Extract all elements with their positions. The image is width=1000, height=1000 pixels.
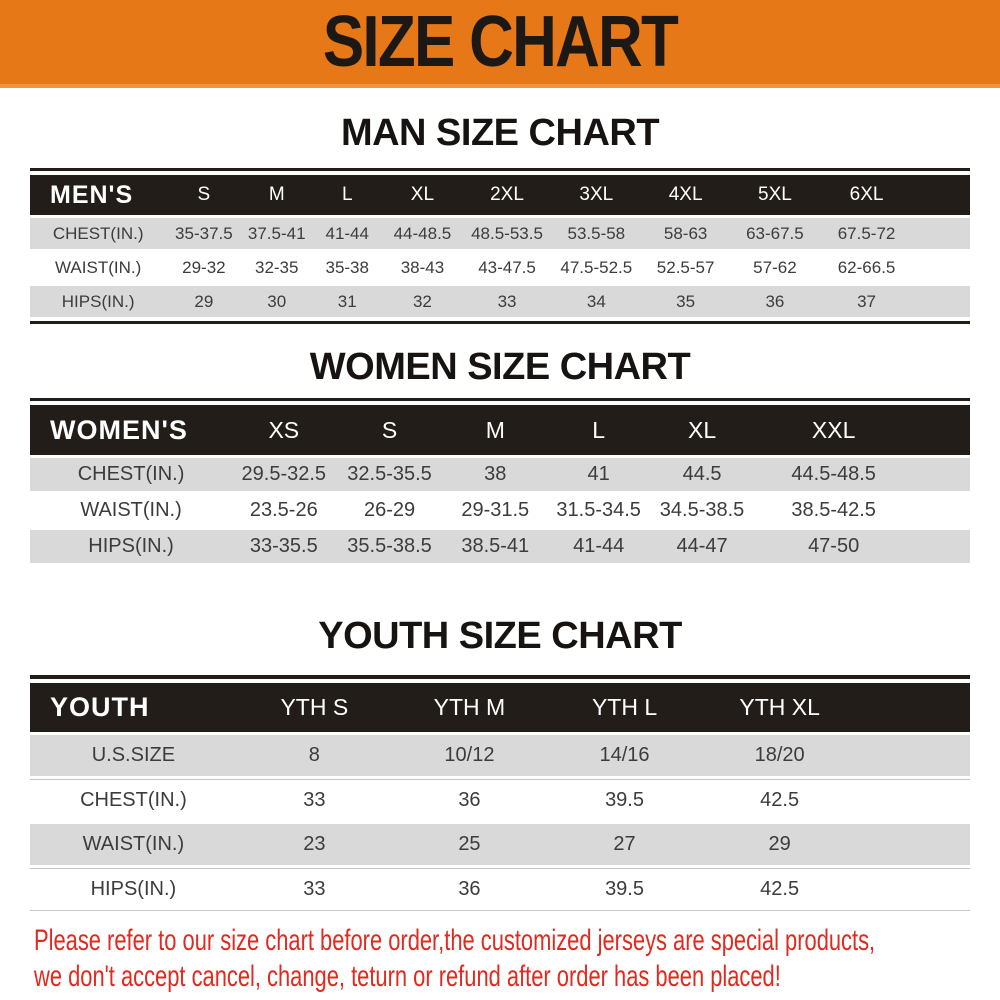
cell: 23.5-26	[232, 491, 335, 527]
table-row-chest	[30, 455, 970, 491]
cell: 31	[312, 283, 383, 317]
women-size-table-wrap	[30, 398, 970, 563]
column-header: 2XL	[462, 175, 551, 215]
page-title: SIZE CHART	[322, 2, 678, 82]
row-label: WAIST(IN.)	[30, 821, 237, 868]
cell: 34.5-38.5	[650, 491, 753, 527]
spacer-cell	[914, 283, 970, 317]
footer-note	[34, 923, 1000, 995]
table-row-chest	[30, 215, 970, 249]
cell: 18/20	[702, 732, 857, 779]
column-header: 4XL	[641, 175, 730, 215]
men-size-table	[30, 175, 970, 317]
cell: 36	[392, 779, 547, 821]
cell: 31.5-34.5	[547, 491, 650, 527]
footer-note-line2: we don't accept cancel, change, teturn or refund after order has been placed!	[34, 960, 781, 993]
column-header: YTH S	[237, 683, 392, 732]
column-header: YTH M	[392, 683, 547, 732]
women-header-label: WOMEN'S	[30, 405, 232, 455]
cell: 36	[392, 868, 547, 910]
cell: 38.5-42.5	[754, 491, 914, 527]
cell: 52.5-57	[641, 249, 730, 283]
column-header: L	[312, 175, 383, 215]
row-label: U.S.SIZE	[30, 732, 237, 779]
column-header: XL	[650, 405, 753, 455]
cell: 38.5-41	[444, 527, 547, 563]
spacer-cell	[914, 405, 970, 455]
spacer-cell	[857, 732, 970, 779]
cell: 41-44	[312, 215, 383, 249]
cell: 14/16	[547, 732, 702, 779]
cell: 47.5-52.5	[552, 249, 641, 283]
cell: 35-37.5	[166, 215, 241, 249]
table-row-hips	[30, 527, 970, 563]
cell: 47-50	[754, 527, 914, 563]
table-row-chest	[30, 779, 970, 821]
cell: 37	[820, 283, 914, 317]
cell: 10/12	[392, 732, 547, 779]
cell: 33	[237, 868, 392, 910]
column-header: S	[166, 175, 241, 215]
cell: 42.5	[702, 779, 857, 821]
column-header: 3XL	[552, 175, 641, 215]
cell: 39.5	[547, 779, 702, 821]
cell: 33	[237, 779, 392, 821]
cell: 58-63	[641, 215, 730, 249]
women-header-row	[30, 405, 970, 455]
footer-note-line1: Please refer to our size chart before order,the customized jerseys are special products,	[34, 924, 876, 957]
cell: 35	[641, 283, 730, 317]
cell: 34	[552, 283, 641, 317]
cell: 44.5-48.5	[754, 455, 914, 491]
row-label: HIPS(IN.)	[30, 868, 237, 910]
cell: 35-38	[312, 249, 383, 283]
spacer-cell	[914, 455, 970, 491]
column-header: YTH L	[547, 683, 702, 732]
column-header: YTH XL	[702, 683, 857, 732]
column-header: 5XL	[730, 175, 819, 215]
cell: 29.5-32.5	[232, 455, 335, 491]
cell: 63-67.5	[730, 215, 819, 249]
spacer-cell	[857, 868, 970, 910]
row-label: CHEST(IN.)	[30, 215, 166, 249]
cell: 8	[237, 732, 392, 779]
cell: 27	[547, 821, 702, 868]
men-header-row	[30, 175, 970, 215]
spacer-cell	[914, 491, 970, 527]
spacer-cell	[857, 821, 970, 868]
cell: 32	[382, 283, 462, 317]
cell: 38-43	[382, 249, 462, 283]
row-label: CHEST(IN.)	[30, 779, 237, 821]
banner	[0, 0, 1000, 88]
cell: 35.5-38.5	[335, 527, 443, 563]
cell: 36	[730, 283, 819, 317]
column-header: M	[444, 405, 547, 455]
cell: 38	[444, 455, 547, 491]
section-heading-women: WOMEN SIZE CHART	[309, 346, 691, 388]
spacer-cell	[857, 683, 970, 732]
cell: 44.5	[650, 455, 753, 491]
cell: 39.5	[547, 868, 702, 910]
row-label: WAIST(IN.)	[30, 249, 166, 283]
cell: 41	[547, 455, 650, 491]
cell: 32.5-35.5	[335, 455, 443, 491]
row-label: CHEST(IN.)	[30, 455, 232, 491]
spacer-cell	[914, 527, 970, 563]
cell: 67.5-72	[820, 215, 914, 249]
cell: 33	[462, 283, 551, 317]
cell: 44-48.5	[382, 215, 462, 249]
cell: 32-35	[241, 249, 312, 283]
table-row-hips	[30, 868, 970, 910]
cell: 29-32	[166, 249, 241, 283]
row-label: HIPS(IN.)	[30, 527, 232, 563]
cell: 29	[166, 283, 241, 317]
cell: 62-66.5	[820, 249, 914, 283]
cell: 23	[237, 821, 392, 868]
column-header: XS	[232, 405, 335, 455]
men-header-label: MEN'S	[30, 175, 166, 215]
cell: 26-29	[335, 491, 443, 527]
row-label: HIPS(IN.)	[30, 283, 166, 317]
spacer-cell	[914, 215, 970, 249]
cell: 29-31.5	[444, 491, 547, 527]
cell: 57-62	[730, 249, 819, 283]
section-heading-man: MAN SIZE CHART	[340, 112, 660, 154]
column-header: M	[241, 175, 312, 215]
cell: 25	[392, 821, 547, 868]
youth-header-row	[30, 683, 970, 732]
table-row-ussize	[30, 732, 970, 779]
table-row-waist	[30, 821, 970, 868]
youth-size-table	[30, 683, 970, 910]
table-row-waist	[30, 491, 970, 527]
cell: 37.5-41	[241, 215, 312, 249]
column-header: L	[547, 405, 650, 455]
youth-size-table-wrap	[30, 675, 970, 911]
table-row-hips	[30, 283, 970, 317]
column-header: XL	[382, 175, 462, 215]
cell: 33-35.5	[232, 527, 335, 563]
spacer-cell	[857, 779, 970, 821]
men-size-table-wrap	[30, 168, 970, 324]
cell: 44-47	[650, 527, 753, 563]
cell: 43-47.5	[462, 249, 551, 283]
women-size-table	[30, 405, 970, 563]
cell: 53.5-58	[552, 215, 641, 249]
cell: 42.5	[702, 868, 857, 910]
column-header: XXL	[754, 405, 914, 455]
spacer-cell	[914, 175, 970, 215]
table-row-waist	[30, 249, 970, 283]
cell: 41-44	[547, 527, 650, 563]
column-header: 6XL	[820, 175, 914, 215]
row-label: WAIST(IN.)	[30, 491, 232, 527]
section-heading-youth: YOUTH SIZE CHART	[318, 615, 682, 657]
cell: 48.5-53.5	[462, 215, 551, 249]
column-header: S	[335, 405, 443, 455]
youth-header-label: YOUTH	[30, 683, 237, 732]
spacer-cell	[914, 249, 970, 283]
cell: 29	[702, 821, 857, 868]
cell: 30	[241, 283, 312, 317]
